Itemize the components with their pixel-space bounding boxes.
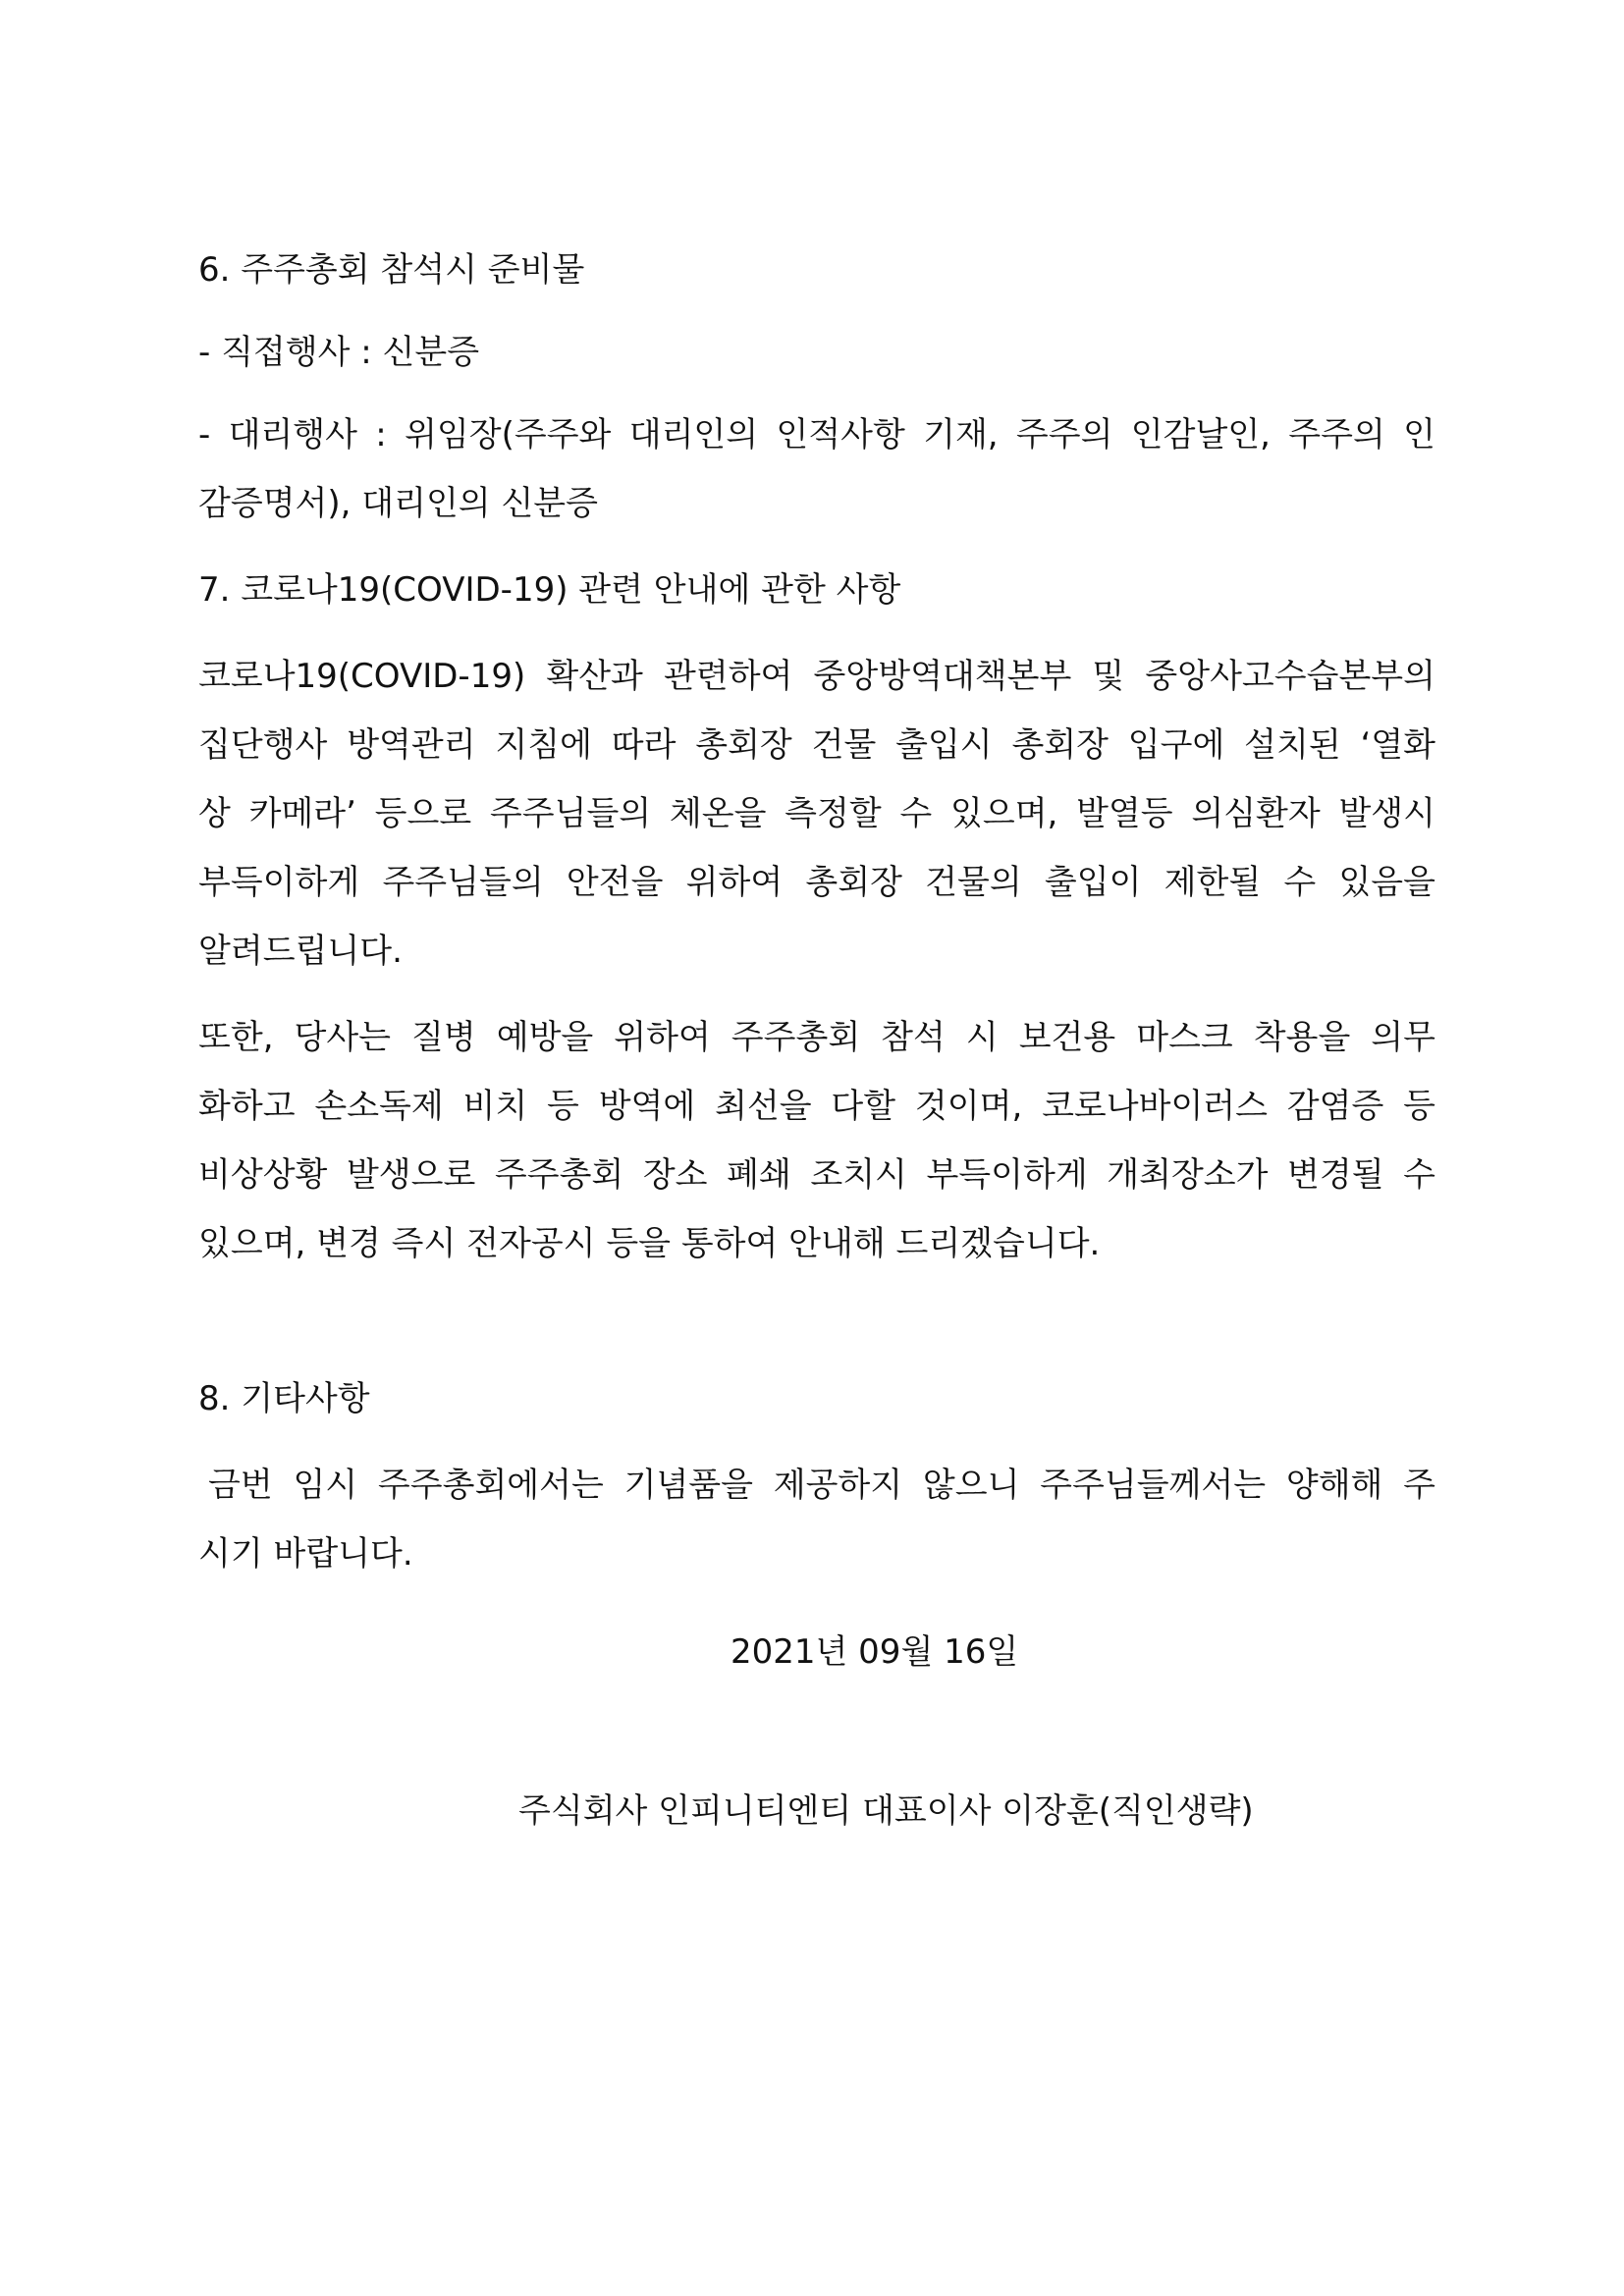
spacer xyxy=(198,304,1435,318)
spacer xyxy=(198,387,1435,400)
section7-para1-line: 집단행사 방역관리 지침에 따라 총회장 건물 출입시 총회장 입구에 설치된 ‘열화 xyxy=(198,725,1435,765)
section6-proxy-item-line1: - 대리행사 : 위임장(주주와 대리인의 인적사항 기재, 주주의 인감날인, 주주의 인 xyxy=(198,415,1435,454)
spacer xyxy=(198,986,1435,1003)
section6-direct-item: - 직접행사 : 신분증 xyxy=(198,333,480,372)
section7-para1-line: 부득이하게 주주님들의 안전을 위하여 총회장 건물의 출입이 제한될 수 있음을 xyxy=(198,863,1435,902)
document-date: 2021년 09월 16일 xyxy=(731,1632,1019,1672)
signer-line: 주식회사 인피니티엔티 대표이사 이장훈(직인생략) xyxy=(518,1791,1254,1831)
section8-title: 8. 기타사항 xyxy=(198,1379,370,1418)
section7-para2-line: 또한, 당사는 질병 예방을 위하여 주주총회 참석 시 보건용 마스크 착용을 의무 xyxy=(198,1018,1435,1057)
section7-title: 7. 코로나19(COVID-19) 관련 안내에 관한 사항 xyxy=(198,570,901,610)
section7-para1-line: 상 카메라’ 등으로 주주님들의 체온을 측정할 수 있으며, 발열등 의심환자 발생시 xyxy=(198,794,1435,833)
section7-para1-line: 알려드립니다. xyxy=(198,932,403,971)
section7-para2-line: 비상상황 발생으로 주주총회 장소 폐쇄 조치시 부득이하게 개최장소가 변경될 수 xyxy=(198,1155,1435,1195)
spacer xyxy=(198,1278,1435,1364)
section7-para2-line: 있으며, 변경 즉시 전자공시 등을 통하여 안내해 드리겠습니다. xyxy=(198,1224,1101,1263)
spacer xyxy=(198,624,1435,642)
section7-para2-line: 화하고 손소독제 비치 등 방역에 최선을 다할 것이며, 코로나바이러스 감염증 등 xyxy=(198,1087,1435,1126)
section8-para-line: 시기 바랍니다. xyxy=(198,1534,413,1574)
document-body xyxy=(198,236,1435,1588)
spacer xyxy=(198,1433,1435,1451)
section6-proxy-item-line2: 감증명서), 대리인의 신분증 xyxy=(198,484,598,523)
section7-para1-line: 코로나19(COVID-19) 확산과 관련하여 중앙방역대책본부 및 중앙사고수습본부의 xyxy=(198,657,1435,696)
spacer xyxy=(198,538,1435,556)
section8-para-line: 금번 임시 주주총회에서는 기념품을 제공하지 않으니 주주님들께서는 양해해 주 xyxy=(208,1466,1435,1505)
section6-title: 6. 주주총회 참석시 준비물 xyxy=(198,250,585,290)
